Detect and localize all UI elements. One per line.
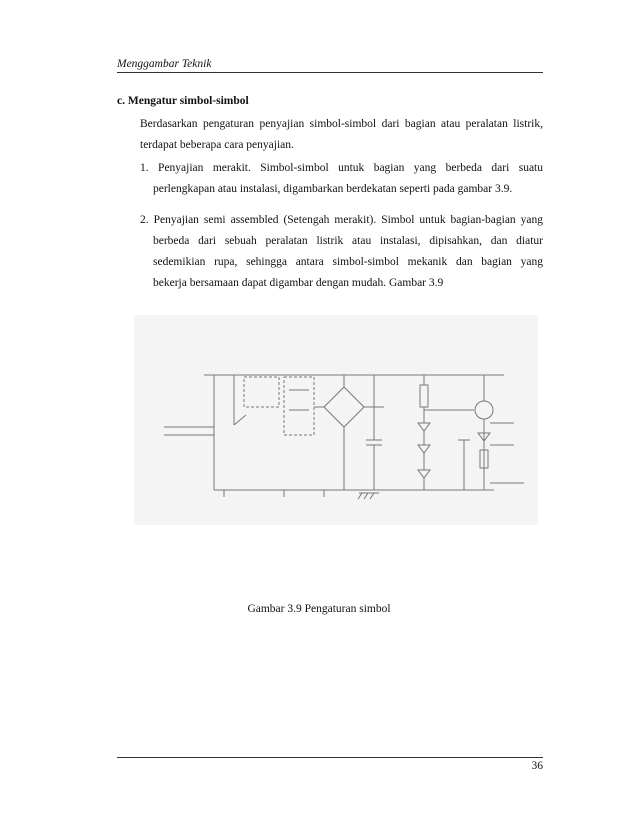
circuit-diagram-image (134, 315, 538, 525)
figure-background (134, 315, 538, 525)
list-item-2 (140, 210, 543, 294)
page-number: 36 (531, 760, 543, 772)
header-divider (117, 72, 543, 73)
intro-line-2: terdapat beberapa cara penyajian. (140, 139, 294, 151)
intro-line-1: Berdasarkan pengaturan penyajian simbol-simbol dari bagian atau peralatan listrik, (140, 118, 543, 130)
circuit-figure (134, 315, 538, 525)
list-item-2-line-1: 2. Penyajian semi assembled (Setengah merakit). Simbol untuk bagian-bagian yang (140, 214, 543, 226)
list-item-2-line-4: bekerja bersamaan dapat digambar dengan mudah. Gambar 3.9 (153, 277, 444, 289)
intro-paragraph (140, 114, 543, 156)
list-item-2-line-2: berbeda dari sebuah peralatan listrik atau instalasi, dipisahkan, dan diatur (153, 235, 543, 247)
list-item-1-line-2: perlengkapan atau instalasi, digambarkan berdekatan seperti pada gambar 3.9. (153, 183, 513, 195)
running-header: Menggambar Teknik (117, 58, 212, 70)
list-item-1-line-1: 1. Penyajian merakit. Simbol-simbol untuk bagian yang berbeda dari suatu (140, 162, 543, 174)
section-title: c. Mengatur simbol-simbol (117, 95, 249, 107)
figure-caption: Gambar 3.9 Pengaturan simbol (247, 603, 391, 615)
footer-divider (117, 757, 543, 758)
list-item-1 (140, 158, 543, 200)
list-item-2-line-3: sedemikian rupa, sehingga antara simbol-simbol mekanik dan bagian yang (153, 256, 543, 268)
